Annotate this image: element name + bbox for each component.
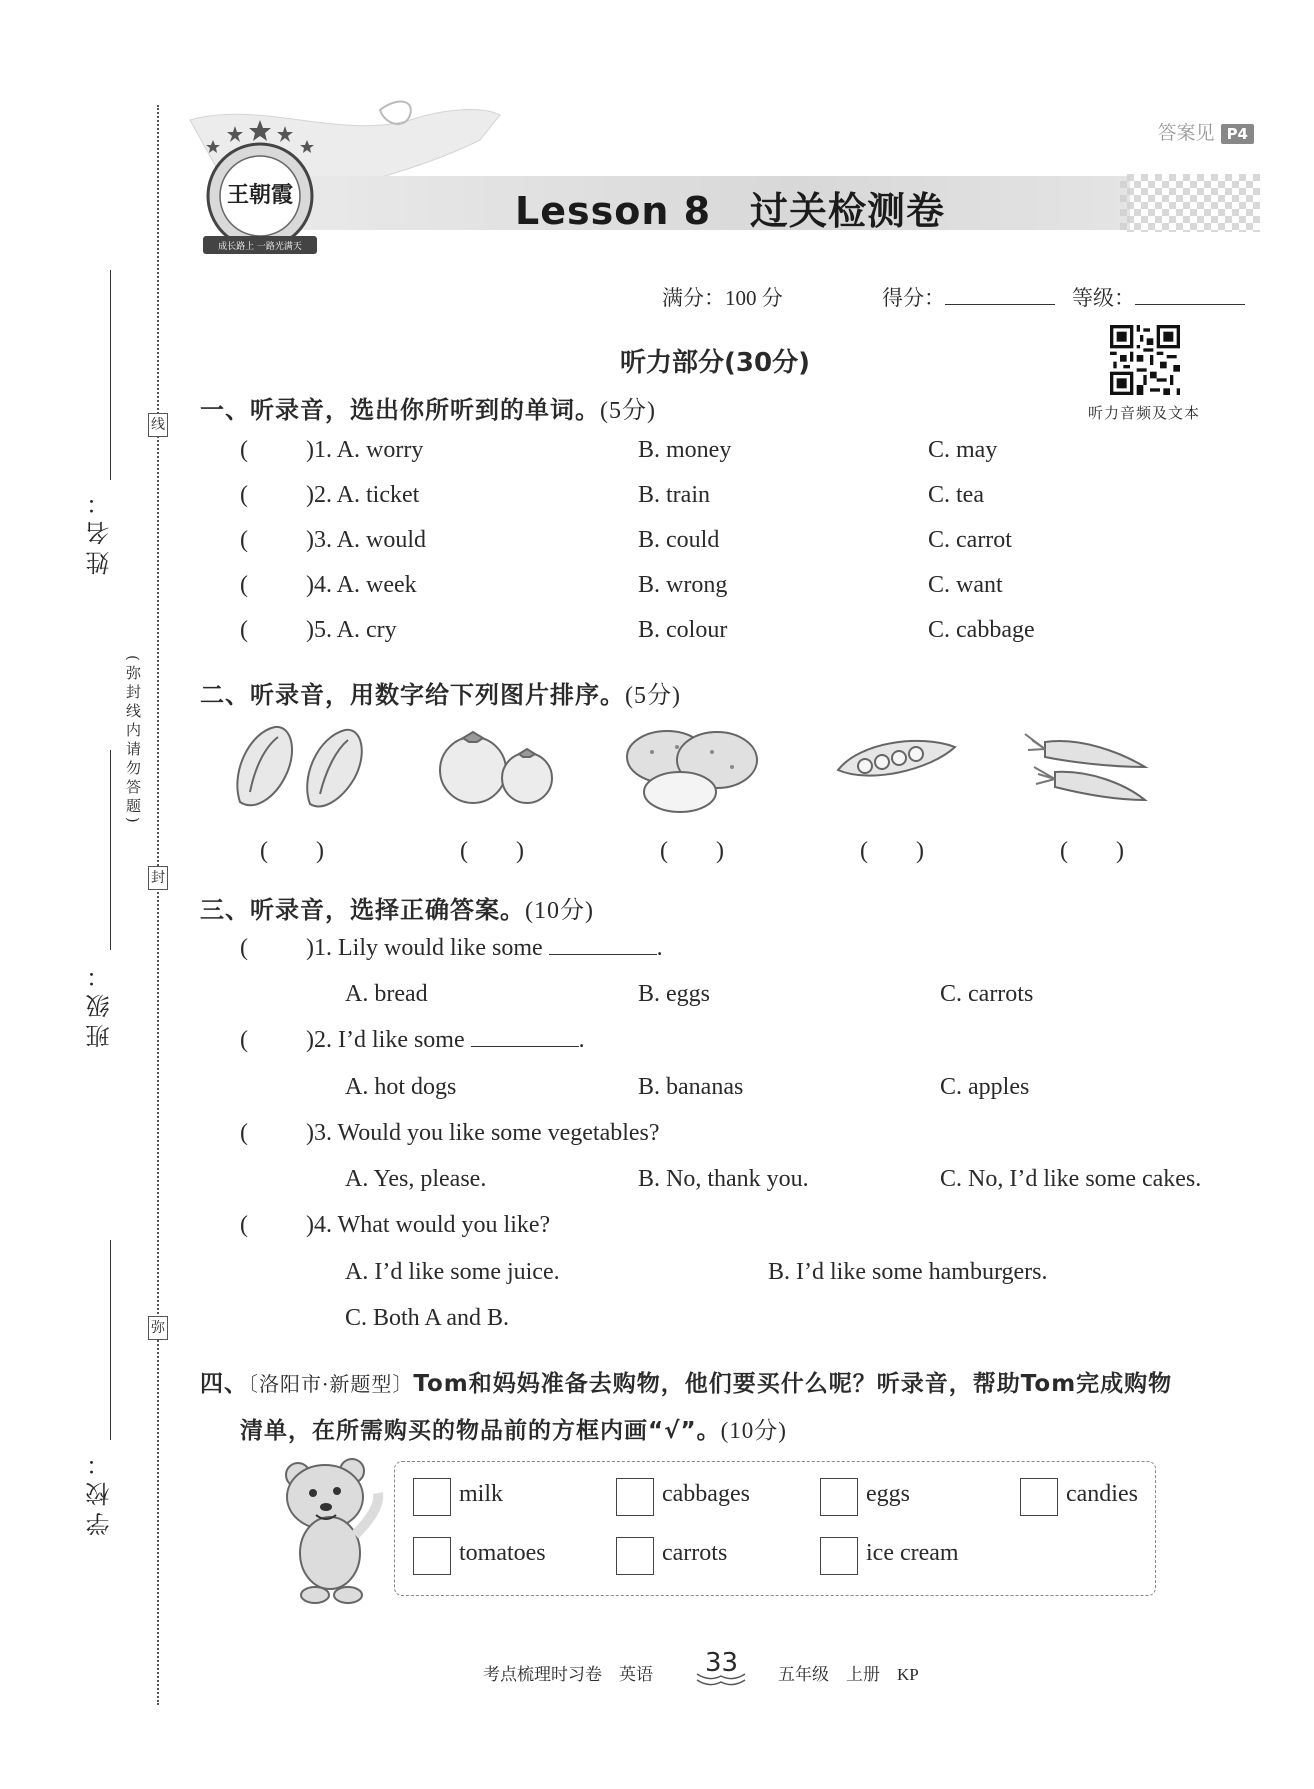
checkbox-milk[interactable] bbox=[413, 1478, 451, 1516]
checker-decoration bbox=[1120, 174, 1260, 232]
name-label: 姓名： bbox=[86, 485, 114, 575]
checkbox-ice-cream[interactable] bbox=[820, 1537, 858, 1575]
s3-q1-stem-text: )1. Lily would like some bbox=[306, 935, 543, 961]
s1-q3-answer-paren[interactable]: ( bbox=[240, 527, 248, 553]
s3-q1-option-b: B. eggs bbox=[638, 981, 710, 1007]
answer-page-tag: P4 bbox=[1221, 124, 1254, 144]
cabbages-picture bbox=[230, 722, 375, 812]
s1-q2-option-a: )2. A. ticket bbox=[306, 482, 420, 508]
section1-title: 一、听录音，选出你所听到的单词。 bbox=[200, 396, 600, 424]
binding-mark-xian: 线 bbox=[148, 413, 168, 437]
s1-q2-answer-paren[interactable]: ( bbox=[240, 482, 248, 508]
name-blank-line[interactable] bbox=[110, 270, 111, 480]
label-eggs: eggs bbox=[866, 1481, 910, 1507]
s1-q4-option-c: C. want bbox=[928, 572, 1003, 598]
picture2-order-paren[interactable]: ( ) bbox=[460, 838, 524, 864]
s3-q2-stem: )2. I’d like some . bbox=[306, 1027, 585, 1053]
grade-label: 等级： bbox=[1072, 286, 1135, 310]
tomatoes-picture bbox=[435, 722, 560, 812]
class-blank-line[interactable] bbox=[110, 750, 111, 950]
label-ice-cream: ice cream bbox=[866, 1540, 959, 1566]
potatoes-picture bbox=[622, 722, 762, 817]
score-blank[interactable] bbox=[945, 304, 1055, 305]
s1-q2-option-c: C. tea bbox=[928, 482, 984, 508]
s3-q2-stem-text: )2. I’d like some bbox=[306, 1027, 465, 1053]
s3-q3-option-c: C. No, I’d like some cakes. bbox=[940, 1166, 1202, 1192]
section4-title-line2: 清单，在所需购买的物品前的方框内画“√”。 bbox=[240, 1418, 721, 1444]
bear-illustration bbox=[280, 1455, 390, 1605]
grade-blank[interactable] bbox=[1135, 304, 1245, 305]
s3-q3-option-b: B. No, thank you. bbox=[638, 1166, 809, 1192]
s1-q3-option-a: )3. A. would bbox=[306, 527, 426, 553]
checkbox-tomatoes[interactable] bbox=[413, 1537, 451, 1575]
s3-q4-option-b: B. I’d like some hamburgers. bbox=[768, 1259, 1048, 1285]
s1-q5-answer-paren[interactable]: ( bbox=[240, 617, 248, 643]
s3-q2-option-b: B. bananas bbox=[638, 1074, 744, 1100]
s1-q1-answer-paren[interactable]: ( bbox=[240, 437, 248, 463]
s3-q4-answer-paren[interactable]: ( bbox=[240, 1212, 248, 1238]
s3-q3-answer-paren[interactable]: ( bbox=[240, 1120, 248, 1146]
section4-title: Tom和妈妈准备去购物，他们要买什么呢？听录音，帮助Tom完成购物 bbox=[413, 1371, 1173, 1397]
carrots-picture bbox=[1020, 722, 1150, 812]
section2-title: 二、听录音，用数字给下列图片排序。 bbox=[200, 681, 625, 709]
s1-q3-option-b: B. could bbox=[638, 527, 720, 553]
s1-q5-option-c: C. cabbage bbox=[928, 617, 1035, 643]
binding-note: (弥封线内请勿答题) bbox=[124, 655, 142, 827]
s3-q1-blank[interactable] bbox=[549, 954, 657, 955]
s3-q1-stem: )1. Lily would like some . bbox=[306, 935, 663, 961]
answer-reference-label: 答案见 bbox=[1157, 122, 1215, 144]
s3-q1-answer-paren[interactable]: ( bbox=[240, 935, 248, 961]
section1-heading bbox=[200, 390, 656, 425]
s1-q5-option-b: B. colour bbox=[638, 617, 728, 643]
binding-mark-feng: 封 bbox=[148, 866, 168, 890]
section4-points: (10分) bbox=[720, 1418, 787, 1443]
s1-q4-option-a: )4. A. week bbox=[306, 572, 417, 598]
s1-q4-option-b: B. wrong bbox=[638, 572, 728, 598]
page-number: 33 bbox=[705, 1648, 739, 1678]
section2-points: (5分) bbox=[625, 683, 681, 709]
picture1-order-paren[interactable]: ( ) bbox=[260, 838, 324, 864]
section2-heading bbox=[200, 675, 681, 710]
section1-points: (5分) bbox=[600, 398, 656, 424]
section3-points: (10分) bbox=[525, 898, 594, 924]
s3-q1-option-a: A. bread bbox=[345, 981, 428, 1007]
checkbox-candies[interactable] bbox=[1020, 1478, 1058, 1516]
label-carrots: carrots bbox=[662, 1540, 728, 1566]
brand-motto: 成长路上 一路光满天 bbox=[218, 242, 302, 252]
s1-q1-option-a: )1. A. worry bbox=[306, 437, 424, 463]
s1-q5-option-a: )5. A. cry bbox=[306, 617, 397, 643]
s1-q2-option-b: B. train bbox=[638, 482, 710, 508]
section3-heading bbox=[200, 890, 594, 925]
s1-q1-option-c: C. may bbox=[928, 437, 998, 463]
picture4-order-paren[interactable]: ( ) bbox=[860, 838, 924, 864]
score-label: 得分： bbox=[882, 286, 945, 310]
s3-q1-option-c: C. carrots bbox=[940, 981, 1034, 1007]
checkbox-eggs[interactable] bbox=[820, 1478, 858, 1516]
section4-heading-line2 bbox=[240, 1412, 787, 1445]
label-milk: milk bbox=[459, 1481, 504, 1507]
section4-prefix: 四、 bbox=[200, 1371, 248, 1397]
listening-section-heading: 听力部分(30分) bbox=[620, 348, 810, 378]
footer-right: 五年级 上册 KP bbox=[778, 1665, 919, 1684]
s3-q4-option-a: A. I’d like some juice. bbox=[345, 1259, 560, 1285]
answer-reference bbox=[1158, 118, 1254, 145]
s3-q2-blank[interactable] bbox=[471, 1046, 579, 1047]
s1-q1-option-b: B. money bbox=[638, 437, 732, 463]
class-label: 班级： bbox=[86, 958, 114, 1048]
full-score: 满分：100 分 bbox=[662, 286, 783, 310]
checkbox-cabbages[interactable] bbox=[616, 1478, 654, 1516]
s1-q4-answer-paren[interactable]: ( bbox=[240, 572, 248, 598]
brand-logo bbox=[195, 118, 325, 268]
s3-q3-stem: )3. Would you like some vegetables? bbox=[306, 1120, 660, 1146]
binding-dotted-line bbox=[157, 105, 159, 1705]
qr-code[interactable] bbox=[1110, 325, 1180, 395]
s3-q4-stem: )4. What would you like? bbox=[306, 1212, 551, 1238]
peas-picture bbox=[830, 722, 960, 802]
label-tomatoes: tomatoes bbox=[459, 1540, 546, 1566]
binding-mark-mi: 弥 bbox=[148, 1316, 168, 1340]
page-title: Lesson 8 过关检测卷 bbox=[515, 189, 946, 233]
s3-q2-answer-paren[interactable]: ( bbox=[240, 1027, 248, 1053]
footer-left: 考点梳理时习卷 英语 bbox=[483, 1665, 653, 1684]
s3-q2-option-c: C. apples bbox=[940, 1074, 1030, 1100]
section4-heading bbox=[200, 1365, 1172, 1398]
brand-name: 王朝霞 bbox=[226, 182, 294, 208]
section3-title: 三、听录音，选择正确答案。 bbox=[200, 896, 525, 924]
section4-tag: 〔洛阳市·新题型〕 bbox=[248, 1372, 414, 1396]
qr-caption: 听力音频及文本 bbox=[1088, 406, 1201, 422]
school-label: 学校： bbox=[86, 1446, 114, 1536]
s3-q2-option-a: A. hot dogs bbox=[345, 1074, 457, 1100]
label-candies: candies bbox=[1066, 1481, 1138, 1507]
s3-q3-option-a: A. Yes, please. bbox=[345, 1166, 487, 1192]
checkbox-carrots[interactable] bbox=[616, 1537, 654, 1575]
s3-q4-option-c: C. Both A and B. bbox=[345, 1305, 510, 1331]
s1-q3-option-c: C. carrot bbox=[928, 527, 1012, 553]
school-blank-line[interactable] bbox=[110, 1240, 111, 1440]
picture5-order-paren[interactable]: ( ) bbox=[1060, 838, 1124, 864]
picture3-order-paren[interactable]: ( ) bbox=[660, 838, 724, 864]
label-cabbages: cabbages bbox=[662, 1481, 750, 1507]
